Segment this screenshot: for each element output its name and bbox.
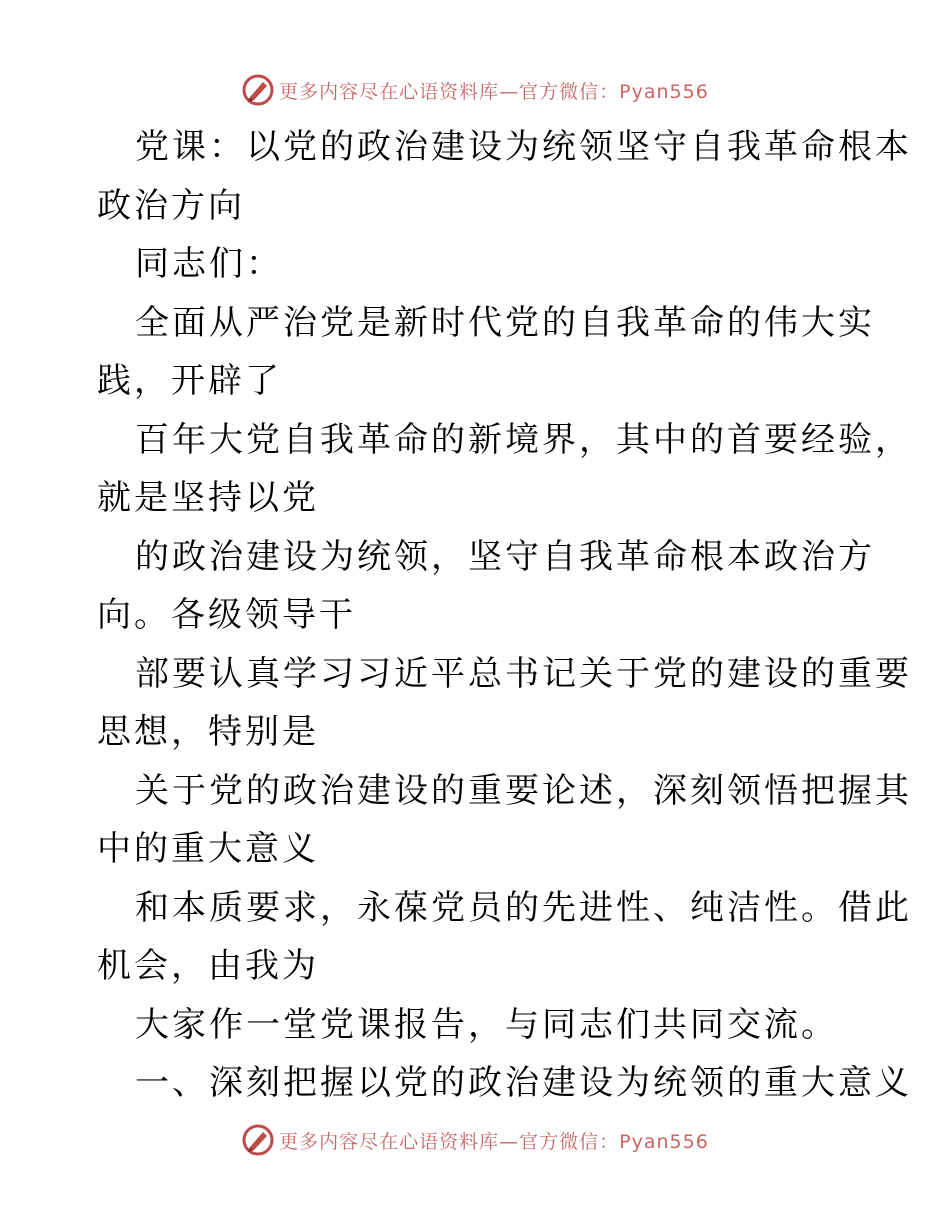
text-line: 百年大党自我革命的新境界，其中的首要经验， xyxy=(135,419,912,460)
pen-logo-icon xyxy=(241,73,275,107)
header-watermark xyxy=(0,70,950,110)
text-line: 同志们： xyxy=(135,244,283,284)
text-line: 思想，特别是 xyxy=(97,712,319,752)
text-line: 的政治建设为统领，坚守自我革命根本政治方 xyxy=(135,536,875,577)
text-line: 就是坚持以党 xyxy=(97,478,319,518)
text-line: 一、深刻把握以党的政治建设为统领的重大意义 xyxy=(135,1063,912,1103)
pen-logo-icon xyxy=(241,1123,275,1157)
text-line: 和本质要求，永葆党员的先进性、纯洁性。借此 xyxy=(135,887,912,928)
text-line: 党课：以党的政治建设为统领坚守自我革命根本 xyxy=(135,127,912,167)
text-line: 部要认真学习习近平总书记关于党的建设的重要 xyxy=(135,653,912,694)
text-line: 践，开辟了 xyxy=(97,361,282,401)
text-line: 机会，由我为 xyxy=(97,946,319,986)
watermark-text: 更多内容尽在心语资料库—官方微信：Pyan556 xyxy=(279,1130,709,1153)
document-body xyxy=(97,118,912,1113)
text-line: 大家作一堂党课报告，与同志们共同交流。 xyxy=(135,1004,838,1045)
text-line: 全面从严治党是新时代党的自我革命的伟大实 xyxy=(135,302,875,343)
text-line: 中的重大意义 xyxy=(97,829,319,869)
footer-watermark xyxy=(0,1120,950,1160)
text-line: 向。各级领导干 xyxy=(97,595,356,635)
text-line: 关于党的政治建设的重要论述，深刻领悟把握其 xyxy=(135,770,912,811)
text-line: 政治方向 xyxy=(97,185,245,226)
watermark-text: 更多内容尽在心语资料库—官方微信：Pyan556 xyxy=(279,80,709,103)
